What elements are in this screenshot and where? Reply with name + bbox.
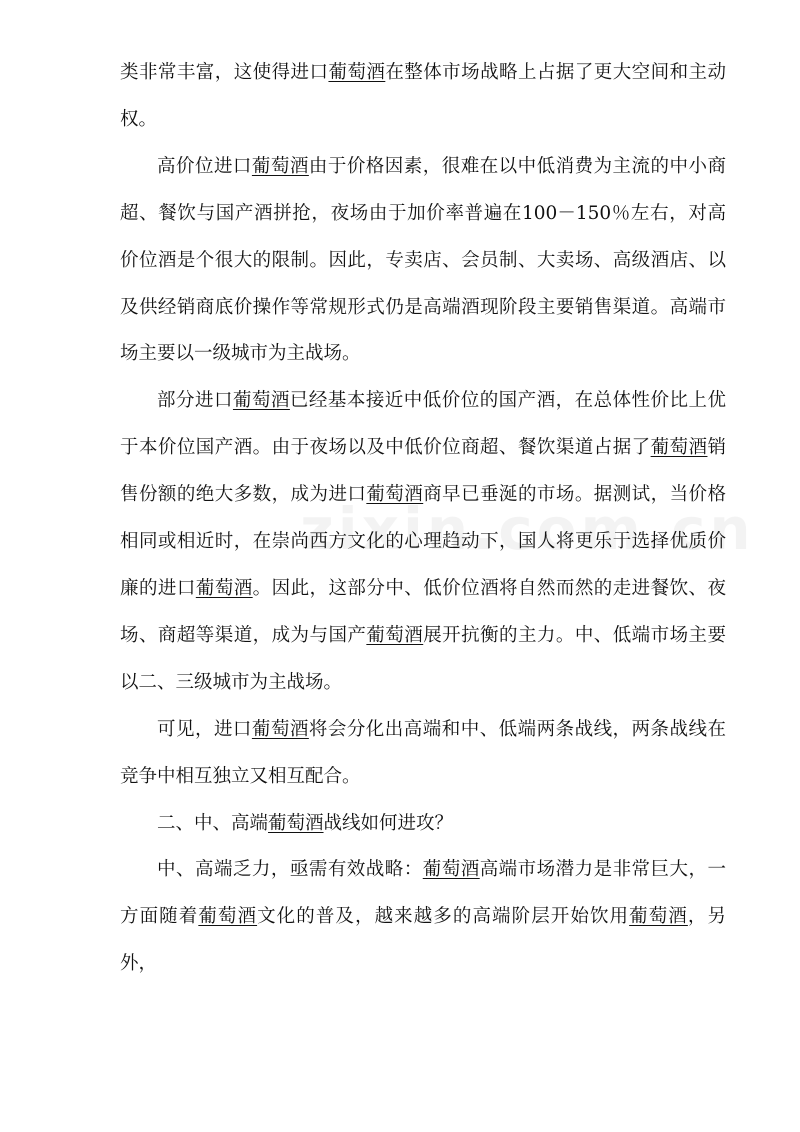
keyword-link[interactable]: 葡萄酒 [366,484,424,506]
paragraph [120,707,726,801]
paragraph-text: 将会分化出高端和中、低端两条战线，两条战线在竞争中相互独立又相互配合。 [120,718,726,787]
paragraph-text: 文化的普及，越来越多的高端阶层开始饮用 [257,906,630,928]
paragraph-text: 商早已垂涎的市场。据测试，当价格相同或相近时，在崇尚西方文化的心理趋动下，国人将更乐于选择优质价廉的进口 [120,484,726,599]
paragraph [120,50,726,144]
paragraph-text: 。因此，这部分中、低价位酒将自然而然的走进餐饮、夜场、商超等渠道，成为与国产 [120,577,726,646]
paragraph-text: 二、中、高端 [157,812,269,834]
keyword-link[interactable]: 葡萄酒 [251,718,309,740]
paragraph-text: 可见，进口 [157,718,252,740]
paragraph-text: 已经基本接近中低价位的国产酒，在总体性价比上优于本价位国产酒。由于夜场以及中低价位商超、餐饮渠道占据了 [120,390,726,459]
paragraph-text: 类非常丰富，这使得进口 [120,62,329,83]
document-body [120,50,726,988]
paragraph-text: 战线如何进攻？ [323,812,454,834]
keyword-link[interactable]: 葡萄酒 [328,62,386,83]
paragraph-text: 高价位进口 [157,155,252,177]
keyword-link[interactable]: 葡萄酒 [366,624,424,646]
keyword-link[interactable]: 葡萄酒 [650,437,708,459]
keyword-link[interactable]: 葡萄酒 [251,155,309,177]
paragraph-text: 由于价格因素，很难在以中低消费为主流的中小商超、餐饮与国产酒拼抢，夜场由于加价率普遍在100－150％左右，对高价位酒是个很大的限制。因此，专卖店、会员制、大卖场、高级酒店、以及供经销商底价操作等常规形式仍是高端酒现阶段主要销售渠道。高端市场主要以一级城市为主战场。 [120,155,726,365]
keyword-link[interactable]: 葡萄酒 [268,812,324,834]
paragraph [120,144,726,379]
keyword-link[interactable]: 葡萄酒 [198,906,258,928]
keyword-link[interactable]: 葡萄酒 [629,906,688,928]
paragraph-text: 部分进口 [157,390,233,412]
keyword-link[interactable]: 葡萄酒 [195,577,253,599]
paragraph [120,847,726,988]
keyword-link[interactable]: 葡萄酒 [232,390,290,412]
paragraph [120,801,726,848]
keyword-link[interactable]: 葡萄酒 [422,859,480,881]
paragraph-text: 在整体市场战略上占据了更大空间和主动权。 [120,62,726,130]
paragraph-text: 中、高端乏力，亟需有效战略： [157,859,423,881]
paragraph-text: 高端市场潜力是非常巨大，一方面随着 [120,859,726,928]
paragraph [120,378,726,706]
paragraph-text: 展开抗衡的主力。中、低端市场主要以二、三级城市为主战场。 [120,624,726,693]
paragraph-text: 销售份额的绝大多数，成为进口 [120,437,726,506]
paragraph-text: ，另外， [120,906,726,975]
